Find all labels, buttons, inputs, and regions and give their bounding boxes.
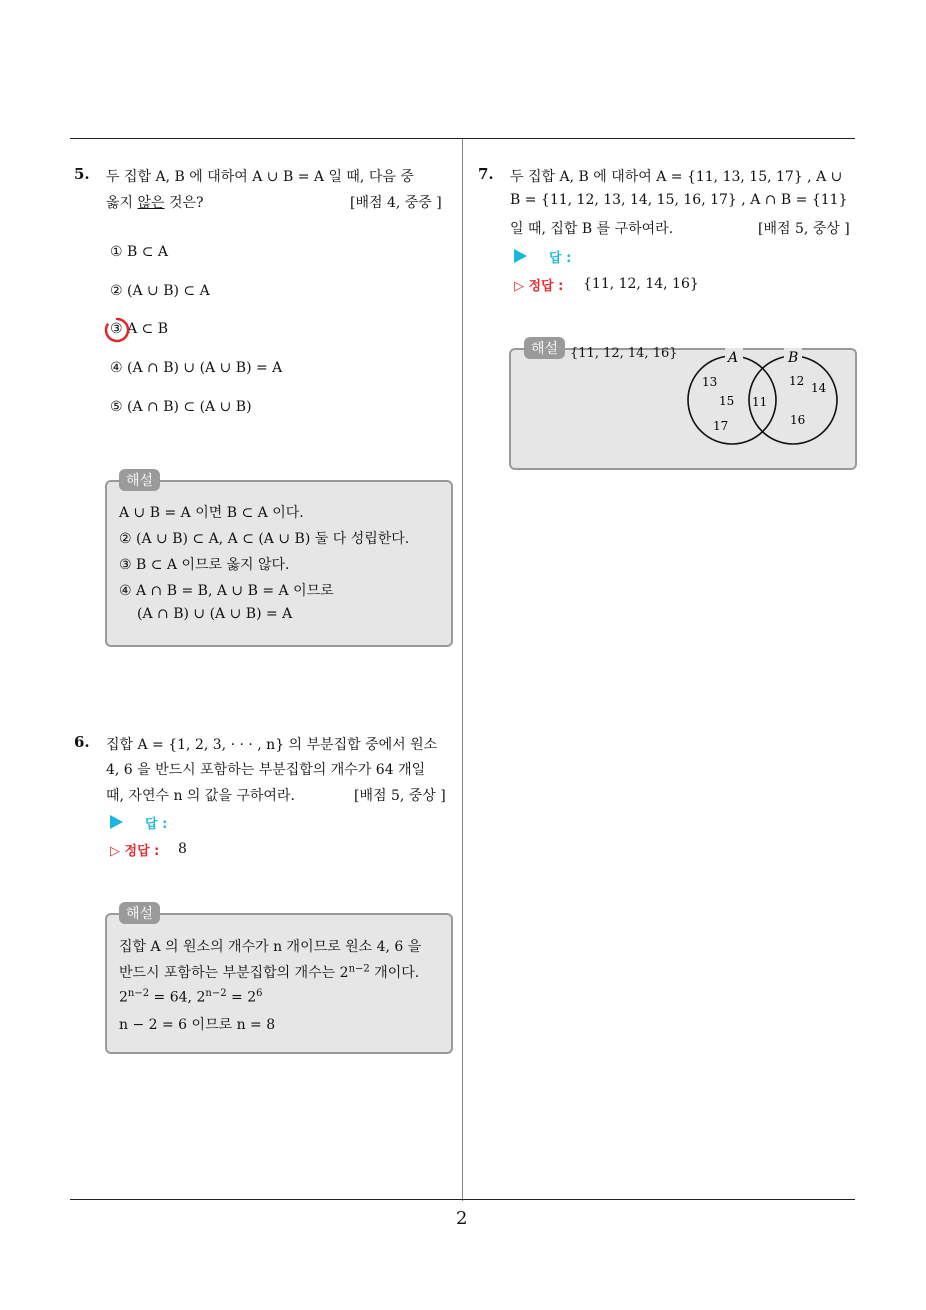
- choice-5[interactable]: ⑤ (A ∩ B) ⊂ (A ∪ B): [110, 399, 252, 415]
- exponent: n−2: [205, 988, 227, 999]
- set-a-label: A: [728, 350, 739, 366]
- explanation-line: ④ A ∩ B = B, A ∪ B = A 이므로: [119, 583, 334, 599]
- question-number: 7.: [478, 165, 494, 183]
- element-a-only: 17: [713, 419, 729, 433]
- answer-label: 답 :: [145, 817, 168, 832]
- answer-label: 답 :: [549, 251, 572, 266]
- score-label: [배점 4, 중중 ]: [350, 195, 442, 211]
- element-b-only: 12: [789, 374, 805, 388]
- explanation-tag: 해설: [524, 337, 565, 359]
- text-segment: = 2: [226, 989, 257, 1006]
- correct-answer-label: ▷ 정답 :: [514, 279, 564, 294]
- set-b-label: B: [788, 350, 799, 366]
- element-a-only: 15: [719, 394, 735, 408]
- question-text-line: 때, 자연수 n 의 값을 구하여라.: [106, 788, 295, 804]
- underlined-word: 않은: [137, 195, 165, 211]
- choice-4[interactable]: ④ (A ∩ B) ∪ (A ∪ B) = A: [110, 360, 283, 376]
- play-icon: [514, 249, 527, 263]
- text-segment: 반드시 포함하는 부분집합의 개수는 2: [119, 965, 349, 981]
- choice-2[interactable]: ② (A ∪ B) ⊂ A: [110, 283, 210, 299]
- explanation-line: 집합 A 의 원소의 개수가 n 개이므로 원소 4, 6 을: [119, 939, 422, 955]
- venn-diagram: [680, 346, 850, 450]
- explanation-line: ③ B ⊂ A 이므로 옳지 않다.: [119, 557, 290, 573]
- exponent: 6: [256, 988, 263, 999]
- text-segment: 옳지: [106, 195, 138, 211]
- question-text-line: [106, 192, 204, 212]
- question-text-line: 일 때, 집합 B 를 구하여라.: [510, 221, 674, 237]
- explanation-line: [119, 988, 262, 1006]
- question-text-line: 집합 A = {1, 2, 3, · · · , n} 의 부분집합 중에서 원소: [106, 737, 438, 753]
- question-text-line: 두 집합 A, B 에 대하여 A ∪ B = A 일 때, 다음 중: [106, 169, 414, 185]
- text-segment: = 64, 2: [149, 989, 206, 1006]
- question-text-line: 두 집합 A, B 에 대하여 A = {11, 13, 15, 17} , A ∪: [510, 169, 843, 185]
- column-divider: [462, 139, 463, 1201]
- play-icon: [110, 815, 123, 829]
- choice-3[interactable]: ③ A ⊂ B: [110, 321, 169, 337]
- choice-1[interactable]: ① B ⊂ A: [110, 244, 169, 260]
- answer-mark-circle-icon: [103, 316, 131, 344]
- explanation-value: {11, 12, 14, 16}: [570, 346, 678, 361]
- text-segment: 2: [119, 989, 128, 1006]
- explanation-tag: 해설: [119, 902, 160, 924]
- explanation-line: (A ∩ B) ∪ (A ∪ B) = A: [137, 606, 293, 622]
- explanation-line: n − 2 = 6 이므로 n = 8: [119, 1017, 276, 1033]
- question-number: 6.: [74, 733, 90, 751]
- question-text-line: 4, 6 을 반드시 포함하는 부분집합의 개수가 64 개일: [106, 762, 426, 778]
- exponent: n−2: [348, 963, 370, 975]
- correct-answer-value: {11, 12, 14, 16}: [583, 276, 699, 292]
- bottom-rule: [70, 1199, 855, 1200]
- explanation-line: [119, 962, 419, 982]
- explanation-line: A ∪ B = A 이면 B ⊂ A 이다.: [119, 505, 304, 521]
- question-text-line: B = {11, 12, 13, 14, 15, 16, 17} , A ∩ B = {11}: [510, 192, 848, 208]
- page-number: 2: [456, 1208, 468, 1229]
- correct-answer-value: 8: [178, 841, 187, 857]
- exponent: n−2: [127, 988, 150, 999]
- element-b-only: 14: [811, 381, 827, 395]
- element-b-only: 16: [790, 413, 806, 427]
- question-number: 5.: [74, 165, 90, 183]
- score-label: [배점 5, 중상 ]: [354, 788, 446, 804]
- correct-answer-label: ▷ 정답 :: [110, 844, 160, 859]
- element-a-only: 13: [702, 375, 718, 389]
- score-label: [배점 5, 중상 ]: [758, 221, 850, 237]
- text-segment: 것은?: [164, 195, 204, 211]
- explanation-line: ② (A ∪ B) ⊂ A, A ⊂ (A ∪ B) 둘 다 성립한다.: [119, 531, 410, 547]
- element-intersection: 11: [752, 395, 768, 409]
- explanation-tag: 해설: [119, 469, 160, 491]
- text-segment: 개이다.: [369, 965, 420, 981]
